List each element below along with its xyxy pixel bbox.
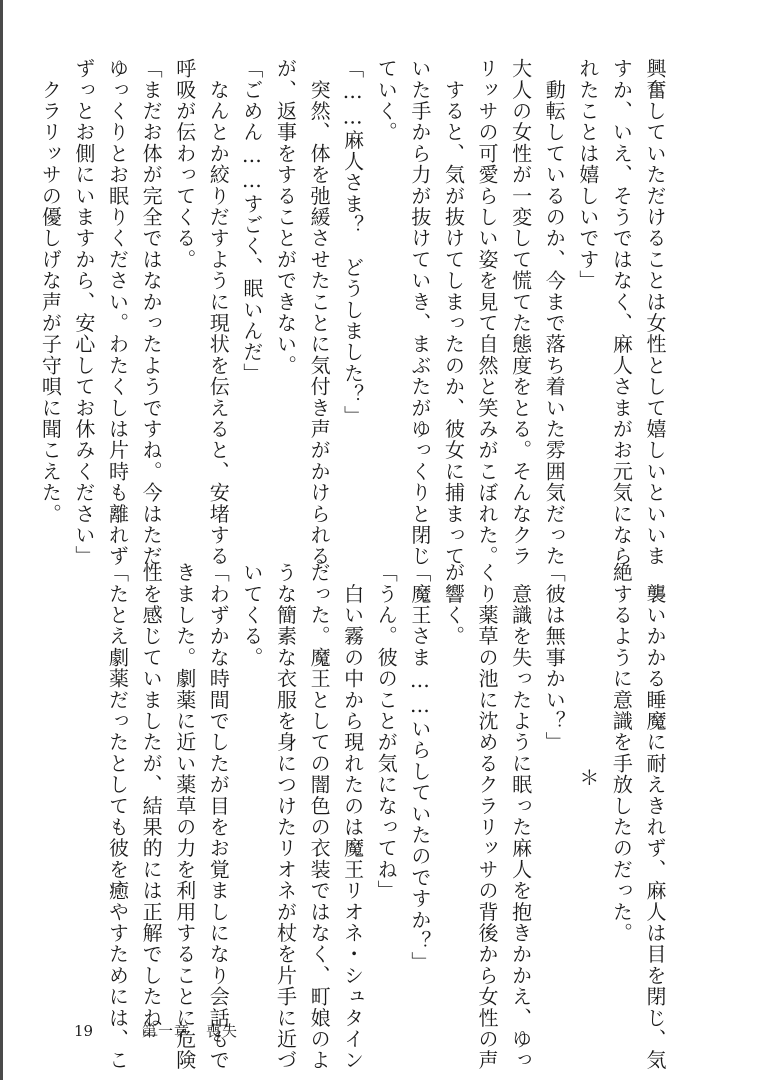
text-column: ていく。 (374, 58, 399, 143)
page-footer (74, 1020, 238, 1041)
text-column: 白い霧の中から現れたのは魔王リオネ・シュタイン (340, 562, 365, 1071)
text-column: 興奮していただけることは女性として嬉しいといいま (643, 58, 667, 567)
text-column: 「魔王さま……いらしていたのですか？」 (407, 562, 432, 973)
text-column: いてくる。 (239, 562, 264, 668)
text-column: リッサの可愛らしい姿を見て自然と笑みがこぼれた。 (475, 58, 500, 567)
text-column: 突然、体を弛緩させたことに気付き声がかけられる (307, 58, 332, 567)
text-column: くり薬草の池に沈めるクラリッサの背後から女性の声 (475, 562, 500, 1071)
text-column: うな簡素な衣服を身につけたリオネが杖を片手に近づ (273, 562, 298, 1071)
text-column: ずっとお側にいますから、安心してお休みください」 (71, 58, 96, 567)
chapter-title: 第一章 喪失 (142, 1022, 239, 1040)
text-column: 「たとえ劇薬だったとしても彼を癒やすためには、こ (105, 562, 130, 1071)
text-column: 「わずかな時間でしたが目をお覚ましになり会話もで (206, 562, 231, 1071)
text-column: 性を感じていましたが、結果的には正解でしたね」 (139, 562, 164, 1050)
text-column: 動転しているのか、今まで落ち着いた雰囲気だった (542, 58, 567, 567)
text-column: れたことは嬉しいです」 (575, 58, 600, 292)
text-block-upper (38, 58, 671, 567)
text-column: 呼吸が伝わってくる。 (172, 58, 197, 270)
text-column: なんとか絞りだすように現状を伝えると、安堵する (206, 58, 231, 567)
text-column: 「ごめん……すごく、眠いんだ」 (239, 58, 264, 384)
text-column: 「……麻人さま？ どうしました？」 (340, 58, 365, 427)
text-column: すると、気が抜けてしまったのか、彼女に捕まって (441, 58, 466, 567)
text-column: ゆっくりとお眠りください。わたくしは片時も離れず (105, 58, 130, 567)
text-column: いた手から力が抜けていき、まぶたがゆっくりと閉じ (407, 58, 432, 567)
text-column: が響く。 (441, 562, 466, 647)
text-column: すか、いえ、そうではなく、麻人さまがお元気になら (609, 58, 634, 567)
text-column: だった。魔王としての闇色の衣装ではなく、町娘のよ (307, 562, 332, 1071)
text-column: 襲いかかる睡魔に耐えきれず、麻人は目を閉じ、気 (643, 562, 667, 1071)
text-column: きました。劇薬に近い薬草の力を利用することに危険 (172, 562, 197, 1071)
page-number: 19 (74, 1022, 94, 1040)
page-edge (0, 0, 3, 1080)
text-column: 「まだお体が完全ではなかったようですね。今はただ (139, 58, 164, 567)
section-break-asterisk: ＊ (575, 767, 600, 789)
text-column: 大人の女性が一変して慌てた態度をとる。そんなクラ (508, 58, 533, 567)
text-column: が、返事をすることができない。 (273, 58, 298, 376)
text-column: 「うん。彼のことが気になってね」 (374, 562, 399, 902)
text-column: クラリッサの優しげな声が子守唄に聞こえた。 (38, 58, 63, 525)
text-column: 絶するように意識を手放したのだった。 (609, 562, 634, 944)
text-column: 意識を失ったように眠った麻人を抱きかかえ、ゆっ (508, 562, 533, 1071)
text-column: 「彼は無事かい？」 (542, 562, 567, 753)
